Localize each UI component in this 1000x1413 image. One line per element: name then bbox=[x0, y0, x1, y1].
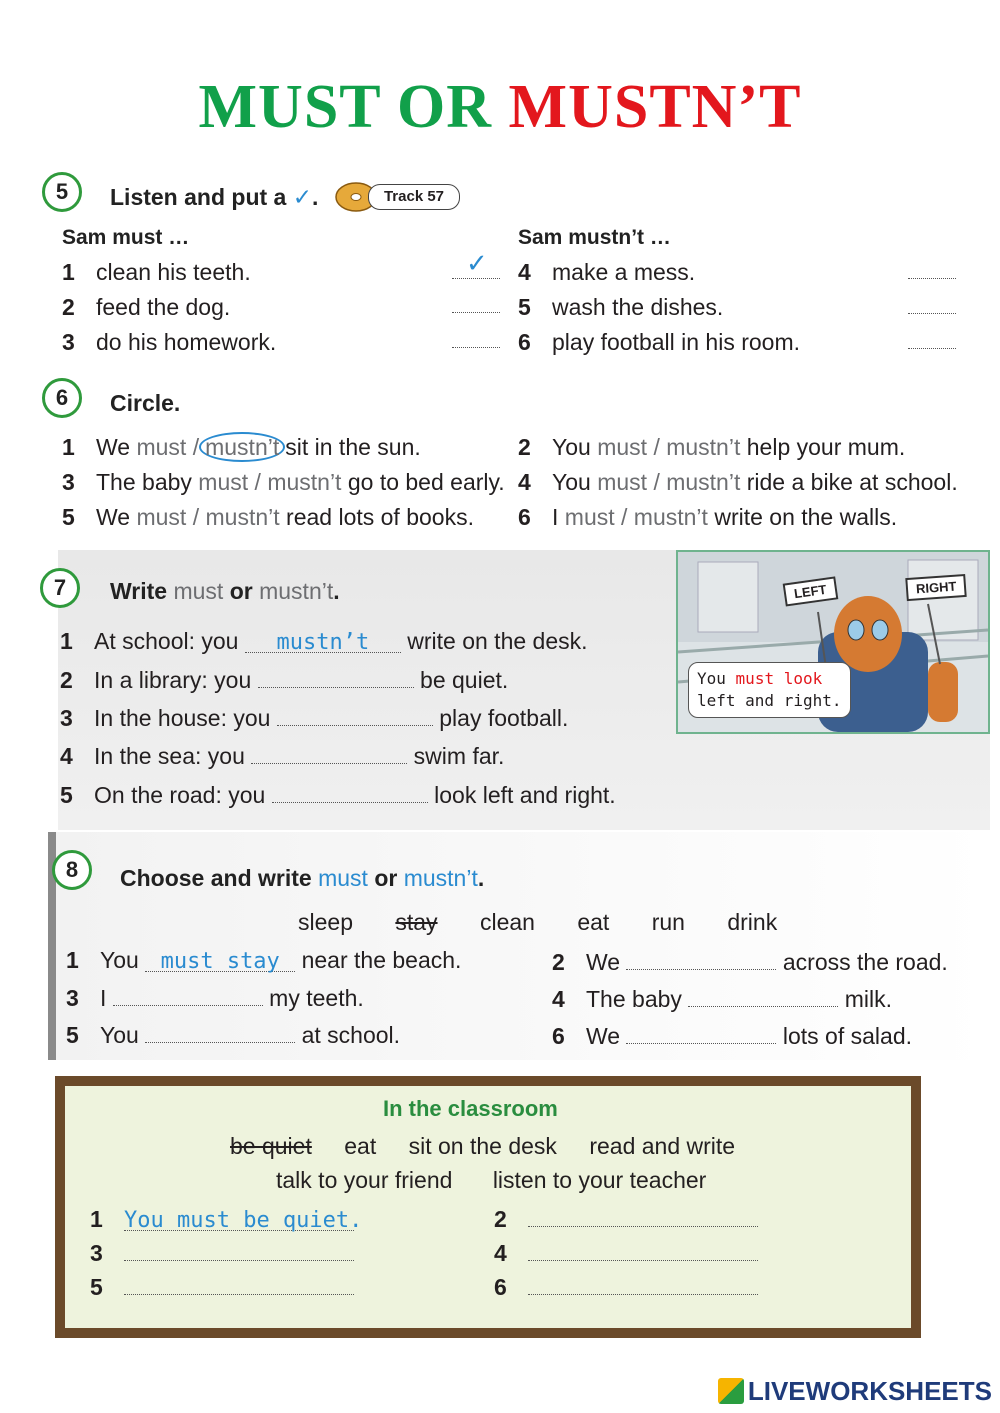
ex6-item-5 bbox=[62, 504, 474, 531]
answer-field[interactable]: must stay bbox=[145, 949, 295, 972]
track-label: Track 57 bbox=[368, 184, 460, 210]
item-text: wash the dishes. bbox=[552, 294, 724, 320]
heading-must: must bbox=[173, 578, 224, 604]
word-drink: drink bbox=[727, 909, 778, 935]
item-post: look left and right. bbox=[434, 782, 616, 808]
item-post: across the road. bbox=[782, 949, 948, 975]
item-post: be quiet. bbox=[420, 667, 509, 693]
item-number: 5 bbox=[62, 504, 75, 530]
answer-field[interactable] bbox=[528, 1242, 758, 1261]
answer-field[interactable]: You must be quiet. bbox=[124, 1208, 363, 1233]
ex5-item-6 bbox=[518, 329, 800, 356]
option-must[interactable]: must bbox=[564, 504, 615, 530]
item-number: 6 bbox=[518, 504, 531, 530]
classroom-item-5 bbox=[90, 1274, 354, 1301]
item-number: 2 bbox=[62, 294, 75, 320]
exercise-8-number: 8 bbox=[52, 850, 92, 890]
ex5-checkbox-5[interactable] bbox=[908, 289, 956, 314]
word-run: run bbox=[651, 909, 685, 935]
item-number: 2 bbox=[494, 1206, 507, 1232]
item-pre: You bbox=[100, 947, 139, 973]
sign-left: LEFT bbox=[783, 576, 838, 606]
item-number: 2 bbox=[60, 667, 73, 693]
item-pre: We bbox=[586, 1023, 621, 1049]
exercise-5-heading bbox=[110, 184, 318, 211]
item-number: 6 bbox=[494, 1274, 507, 1300]
word-eat: eat bbox=[344, 1133, 377, 1159]
item-number: 3 bbox=[90, 1240, 103, 1266]
logo-text: LIVEWORKSHEETS bbox=[747, 1376, 992, 1406]
item-pre: We bbox=[96, 434, 131, 460]
item-number: 3 bbox=[62, 329, 75, 355]
answer-field[interactable] bbox=[277, 707, 433, 726]
word-clean: clean bbox=[479, 909, 535, 935]
item-pre: I bbox=[552, 504, 559, 530]
exercise-7-heading bbox=[110, 578, 340, 605]
ex7-item-3 bbox=[60, 705, 568, 732]
item-pre: The baby bbox=[586, 986, 682, 1012]
answer-field[interactable] bbox=[528, 1208, 758, 1227]
item-pre: On the road: you bbox=[94, 782, 266, 808]
item-post: read lots of books. bbox=[286, 504, 474, 530]
item-number: 3 bbox=[62, 469, 75, 495]
item-pre: The baby bbox=[96, 469, 192, 495]
item-post: swim far. bbox=[413, 743, 505, 769]
option-must[interactable]: must bbox=[136, 434, 187, 460]
item-number: 6 bbox=[552, 1023, 565, 1049]
item-number: 5 bbox=[66, 1022, 79, 1048]
item-post: sit in the sun. bbox=[285, 434, 421, 460]
exercise-6-number: 6 bbox=[42, 378, 82, 418]
ex5-checkbox-4[interactable] bbox=[908, 254, 956, 279]
option-slash: / bbox=[192, 434, 200, 460]
item-number: 4 bbox=[518, 259, 531, 285]
exercise-8-heading bbox=[120, 865, 484, 892]
answer-field[interactable] bbox=[124, 1276, 354, 1295]
option-mustnt[interactable]: mustn’t bbox=[666, 469, 741, 495]
word-read-and-write: read and write bbox=[589, 1133, 736, 1159]
ex5-item-3 bbox=[62, 329, 276, 356]
classroom-word-row-2 bbox=[276, 1167, 706, 1194]
option-mustnt[interactable]: mustn’t bbox=[205, 504, 280, 530]
item-post: write on the walls. bbox=[714, 504, 898, 530]
ex8-item-1 bbox=[66, 947, 461, 974]
option-slash: / bbox=[192, 504, 200, 530]
exercise-7-number: 7 bbox=[40, 568, 80, 608]
item-post: help your mum. bbox=[746, 434, 906, 460]
ex5-item-5 bbox=[518, 294, 723, 321]
ex7-item-2 bbox=[60, 667, 508, 694]
answer-field[interactable] bbox=[626, 951, 776, 970]
word-eat: eat bbox=[577, 909, 610, 935]
option-slash: / bbox=[254, 469, 261, 495]
answer-field[interactable] bbox=[626, 1025, 776, 1044]
option-must[interactable]: must bbox=[198, 469, 249, 495]
speech-bubble bbox=[688, 662, 851, 718]
ex8-item-4 bbox=[552, 986, 892, 1013]
sam-must-header: Sam must … bbox=[62, 226, 190, 249]
exercise-5-heading-text: Listen and put a bbox=[110, 184, 287, 210]
heading-must: must bbox=[318, 865, 368, 891]
word-sit-on-desk: sit on the desk bbox=[408, 1133, 557, 1159]
heading-dot: . bbox=[333, 578, 340, 604]
item-post: go to bed early. bbox=[347, 469, 505, 495]
title-must-or: MUST OR bbox=[198, 73, 493, 141]
heading-choose: Choose and write bbox=[120, 865, 312, 891]
option-mustnt[interactable]: mustn’t bbox=[666, 434, 741, 460]
bubble-must-look: must look bbox=[735, 669, 823, 688]
item-pre: In the house: you bbox=[94, 705, 271, 731]
classroom-item-3 bbox=[90, 1240, 354, 1267]
item-post: ride a bike at school. bbox=[746, 469, 958, 495]
classroom-item-2 bbox=[494, 1206, 758, 1233]
item-number: 1 bbox=[62, 259, 75, 285]
classroom-item-4 bbox=[494, 1240, 758, 1267]
item-post: write on the desk. bbox=[407, 628, 588, 654]
item-number: 4 bbox=[552, 986, 565, 1012]
item-number: 2 bbox=[518, 434, 531, 460]
item-post: my teeth. bbox=[269, 985, 364, 1011]
item-number: 4 bbox=[518, 469, 531, 495]
item-number: 3 bbox=[66, 985, 79, 1011]
sam-mustnt-header: Sam mustn’t … bbox=[518, 226, 671, 249]
heading-mustnt: mustn’t bbox=[259, 578, 334, 604]
answer-field[interactable] bbox=[145, 1024, 295, 1043]
word-listen-to-teacher: listen to your teacher bbox=[492, 1167, 707, 1193]
item-pre: In the sea: you bbox=[94, 743, 245, 769]
item-number: 1 bbox=[90, 1206, 103, 1232]
page-title bbox=[0, 72, 1000, 143]
item-pre: We bbox=[586, 949, 621, 975]
item-number: 1 bbox=[62, 434, 75, 460]
item-number: 5 bbox=[90, 1274, 103, 1300]
answer-field[interactable] bbox=[251, 745, 407, 764]
ex6-item-4 bbox=[518, 469, 958, 496]
heading-write: Write bbox=[110, 578, 168, 604]
option-must[interactable]: must bbox=[136, 504, 187, 530]
ex8-item-6 bbox=[552, 1023, 912, 1050]
option-slash: / bbox=[653, 434, 660, 460]
heading-or: or bbox=[229, 578, 253, 604]
item-post: play football. bbox=[439, 705, 569, 731]
ex5-checkbox-3[interactable] bbox=[452, 323, 500, 348]
ex7-item-4 bbox=[60, 743, 504, 770]
item-pre: You bbox=[100, 1022, 139, 1048]
ex5-item-2 bbox=[62, 294, 230, 321]
exercise-5-heading-dot: . bbox=[312, 184, 319, 210]
item-text: make a mess. bbox=[552, 259, 696, 285]
classroom-item-1 bbox=[90, 1206, 363, 1233]
ex7-item-1 bbox=[60, 628, 588, 655]
item-text: clean his teeth. bbox=[96, 259, 251, 285]
check-icon: ✓ bbox=[466, 248, 488, 278]
option-slash: / bbox=[621, 504, 628, 530]
ex6-item-6 bbox=[518, 504, 897, 531]
item-pre: You bbox=[552, 434, 591, 460]
ex6-item-3 bbox=[62, 469, 505, 496]
item-text: play football in his room. bbox=[552, 329, 801, 355]
exercise-6-heading: Circle. bbox=[110, 390, 181, 416]
item-post: milk. bbox=[844, 986, 892, 1012]
track-badge[interactable] bbox=[334, 180, 462, 214]
word-be-quiet: be quiet bbox=[230, 1133, 312, 1159]
answer-field[interactable] bbox=[258, 669, 414, 688]
word-stay: stay bbox=[395, 909, 438, 935]
item-pre: We bbox=[96, 504, 131, 530]
ex5-item-1 bbox=[62, 259, 251, 286]
heading-dot: . bbox=[477, 865, 485, 891]
answer-field[interactable]: mustn’t bbox=[245, 630, 401, 653]
item-number: 1 bbox=[66, 947, 79, 973]
word-sleep: sleep bbox=[298, 909, 353, 935]
bubble-you: You bbox=[697, 669, 726, 688]
item-number: 4 bbox=[494, 1240, 507, 1266]
item-post: near the beach. bbox=[301, 947, 462, 973]
item-number: 4 bbox=[60, 743, 73, 769]
ex5-item-4 bbox=[518, 259, 695, 286]
title-mustnt: MUSTN’T bbox=[508, 73, 802, 141]
ex6-item-1 bbox=[62, 434, 421, 461]
bubble-left-right: left and right. bbox=[697, 691, 842, 710]
item-number: 6 bbox=[518, 329, 531, 355]
sign-right: RIGHT bbox=[905, 574, 967, 601]
road-illustration bbox=[676, 550, 990, 734]
answer-field[interactable] bbox=[272, 784, 428, 803]
word-talk-to-friend: talk to your friend bbox=[276, 1167, 453, 1193]
item-pre: At school: you bbox=[94, 628, 239, 654]
ex5-checkbox-1[interactable] bbox=[452, 248, 500, 279]
exercise-5-number: 5 bbox=[42, 172, 82, 212]
item-number: 5 bbox=[60, 782, 73, 808]
item-post: at school. bbox=[301, 1022, 401, 1048]
ex8-word-bank bbox=[298, 909, 777, 936]
item-number: 5 bbox=[518, 294, 531, 320]
ex8-item-5 bbox=[66, 1022, 400, 1049]
item-pre: I bbox=[100, 985, 107, 1011]
ex5-checkbox-6[interactable] bbox=[908, 324, 956, 349]
answer-field[interactable] bbox=[124, 1242, 354, 1261]
item-pre: In a library: you bbox=[94, 667, 252, 693]
answer-field[interactable] bbox=[528, 1276, 758, 1295]
liveworksheets-logo-icon bbox=[718, 1378, 744, 1404]
heading-or: or bbox=[374, 865, 398, 891]
answer-field[interactable] bbox=[688, 988, 838, 1007]
item-post: lots of salad. bbox=[782, 1023, 913, 1049]
check-icon: ✓ bbox=[292, 184, 313, 210]
liveworksheets-logo[interactable] bbox=[718, 1376, 992, 1407]
ex6-item-2 bbox=[518, 434, 905, 461]
item-text: do his homework. bbox=[96, 329, 277, 355]
option-must[interactable]: must bbox=[597, 434, 648, 460]
option-must[interactable]: must bbox=[597, 469, 648, 495]
option-mustnt-circled[interactable]: mustn’t bbox=[199, 432, 285, 462]
option-mustnt[interactable]: mustn’t bbox=[633, 504, 708, 530]
classroom-title: In the classroom bbox=[383, 1096, 558, 1121]
option-mustnt[interactable]: mustn’t bbox=[267, 469, 342, 495]
heading-mustnt: mustn’t bbox=[403, 865, 478, 891]
item-text: feed the dog. bbox=[96, 294, 231, 320]
option-slash: / bbox=[653, 469, 660, 495]
classroom-item-6 bbox=[494, 1274, 758, 1301]
ex8-item-3 bbox=[66, 985, 364, 1012]
ex8-item-2 bbox=[552, 949, 948, 976]
answer-field[interactable] bbox=[113, 987, 263, 1006]
item-pre: You bbox=[552, 469, 591, 495]
ex7-item-5 bbox=[60, 782, 616, 809]
ex5-checkbox-2[interactable] bbox=[452, 288, 500, 313]
classroom-word-row-1 bbox=[230, 1133, 735, 1160]
item-number: 2 bbox=[552, 949, 565, 975]
item-number: 3 bbox=[60, 705, 73, 731]
item-number: 1 bbox=[60, 628, 73, 654]
